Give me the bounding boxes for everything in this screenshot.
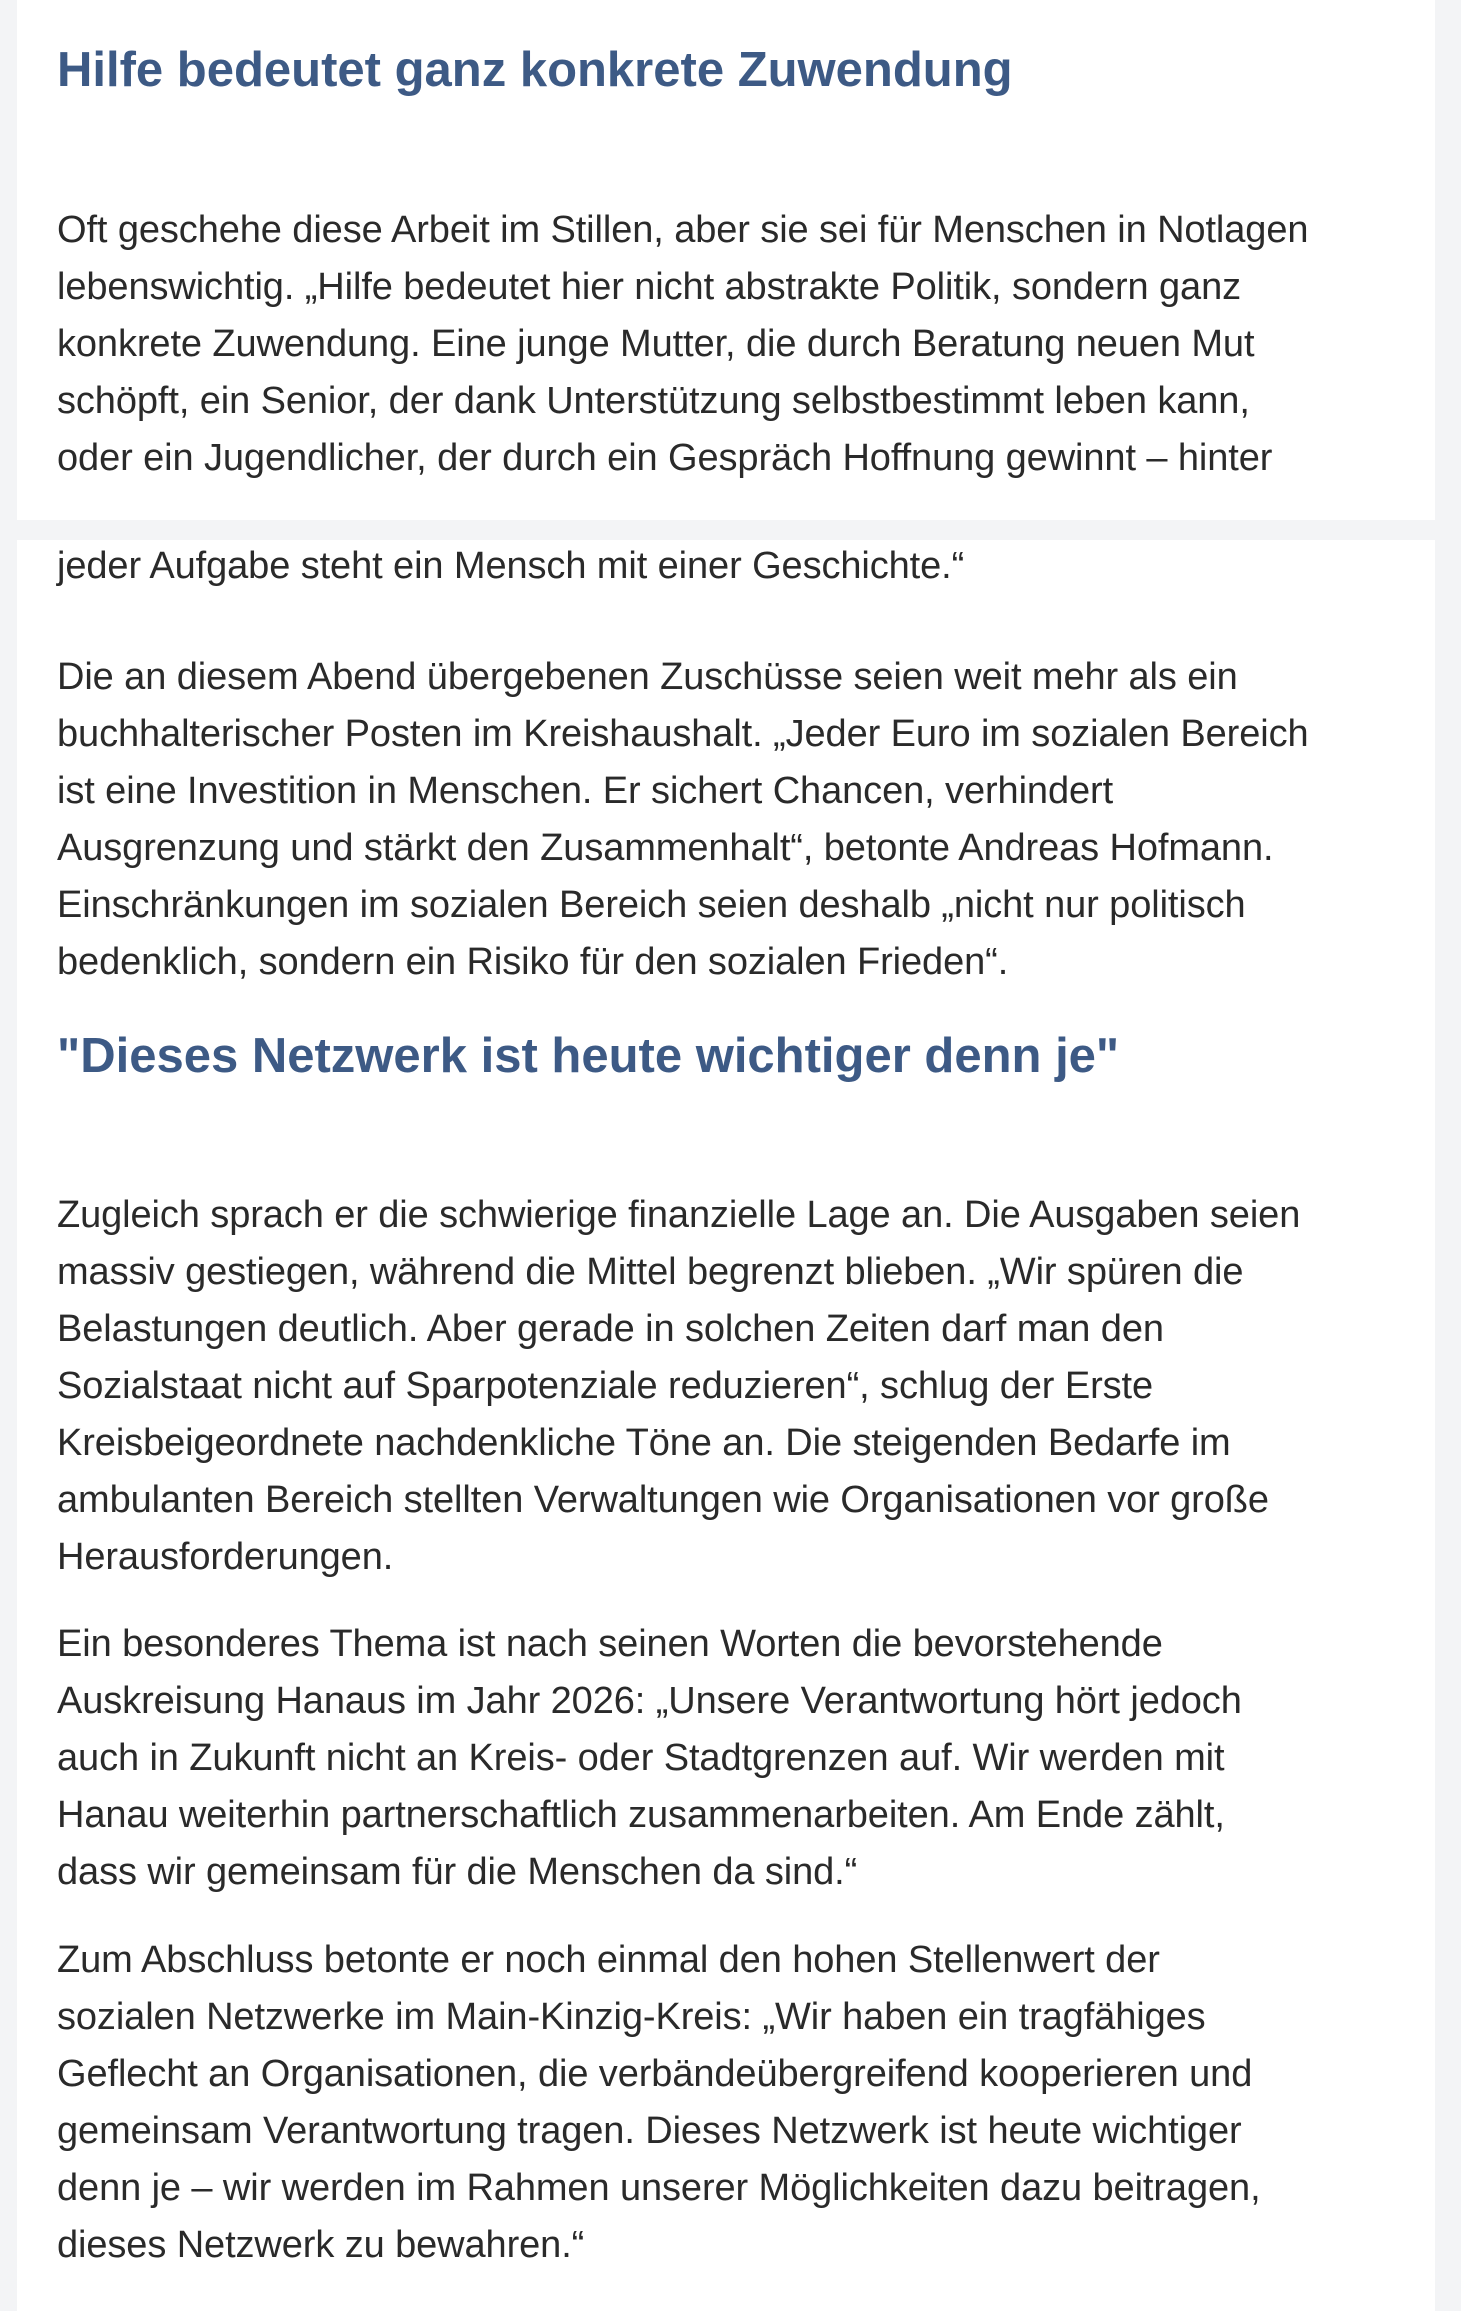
paragraph-line: Zugleich sprach er die schwierige finanzielle Lage an. Die Ausgaben seien (57, 1194, 1301, 1236)
paragraph-zuschuesse (57, 649, 1309, 991)
paragraph-line: Einschränkungen im sozialen Bereich seien deshalb „nicht nur politisch (57, 884, 1246, 926)
paragraph-line: dieses Netzwerk zu bewahren.“ (57, 2224, 585, 2266)
paragraph-line: Herausforderungen. (57, 1536, 394, 1578)
paragraph-line: sozialen Netzwerke im Main-Kinzig-Kreis: „Wir haben ein tragfähiges (57, 1996, 1206, 2038)
paragraph-line: Sozialstaat nicht auf Sparpotenziale reduzieren“, schlug der Erste (57, 1365, 1154, 1407)
paragraph-auskreisung (57, 1616, 1242, 1901)
paragraph-line: buchhalterischer Posten im Kreishaushalt. „Jeder Euro im sozialen Bereich (57, 713, 1309, 755)
paragraph-line: oder ein Jugendlicher, der durch ein Gespräch Hoffnung gewinnt – hinter (57, 437, 1273, 479)
paragraph-arbeit-im-stillen (57, 202, 1308, 487)
paragraph-line: auch in Zukunft nicht an Kreis- oder Stadtgrenzen auf. Wir werden mit (57, 1737, 1225, 1779)
paragraph-line: Ausgrenzung und stärkt den Zusammenhalt“, betonte Andreas Hofmann. (57, 827, 1274, 869)
paragraph-line: Geflecht an Organisationen, die verbändeübergreifend kooperieren und (57, 2053, 1253, 2095)
paragraph-finanzielle-lage (57, 1187, 1300, 1586)
paragraph-line: jeder Aufgabe steht ein Mensch mit einer Geschichte.“ (57, 545, 965, 587)
paragraph-line: Zum Abschluss betonte er noch einmal den hohen Stellenwert der (57, 1939, 1160, 1981)
paragraph-line: bedenklich, sondern ein Risiko für den sozialen Frieden“. (57, 941, 1009, 983)
paragraph-line: Belastungen deutlich. Aber gerade in solchen Zeiten darf man den (57, 1308, 1164, 1350)
paragraph-line: Auskreisung Hanaus im Jahr 2026: „Unsere Verantwortung hört jedoch (57, 1680, 1242, 1722)
paragraph-line: konkrete Zuwendung. Eine junge Mutter, die durch Beratung neuen Mut (57, 323, 1255, 365)
paragraph-line: Ein besonderes Thema ist nach seinen Worten die bevorstehende (57, 1623, 1163, 1665)
section-heading-hilfe: Hilfe bedeutet ganz konkrete Zuwendung (57, 43, 1013, 97)
paragraph-line: ist eine Investition in Menschen. Er sichert Chancen, verhindert (57, 770, 1114, 812)
paragraph-line: Die an diesem Abend übergebenen Zuschüsse seien weit mehr als ein (57, 656, 1238, 698)
paragraph-line: Oft geschehe diese Arbeit im Stillen, aber sie sei für Menschen in Notlagen (57, 209, 1309, 251)
paragraph-line: gemeinsam Verantwortung tragen. Dieses Netzwerk ist heute wichtiger (57, 2110, 1242, 2152)
paragraph-line: ambulanten Bereich stellten Verwaltungen wie Organisationen vor große (57, 1479, 1269, 1521)
paragraph-line: denn je – wir werden im Rahmen unserer Möglichkeiten dazu beitragen, (57, 2167, 1261, 2209)
paragraph-line: lebenswichtig. „Hilfe bedeutet hier nicht abstrakte Politik, sondern ganz (57, 266, 1242, 308)
paragraph-line: Hanau weiterhin partnerschaftlich zusammenarbeiten. Am Ende zählt, (57, 1794, 1225, 1836)
paragraph-continuation (57, 538, 964, 595)
paragraph-line: massiv gestiegen, während die Mittel begrenzt blieben. „Wir spüren die (57, 1251, 1244, 1293)
section-heading-netzwerk: "Dieses Netzwerk ist heute wichtiger denn je" (57, 1029, 1120, 1083)
paragraph-line: Kreisbeigeordnete nachdenkliche Töne an. Die steigenden Bedarfe im (57, 1422, 1231, 1464)
paragraph-abschluss (57, 1932, 1261, 2274)
paragraph-line: schöpft, ein Senior, der dank Unterstützung selbstbestimmt leben kann, (57, 380, 1250, 422)
paragraph-line: dass wir gemeinsam für die Menschen da sind.“ (57, 1851, 858, 1893)
